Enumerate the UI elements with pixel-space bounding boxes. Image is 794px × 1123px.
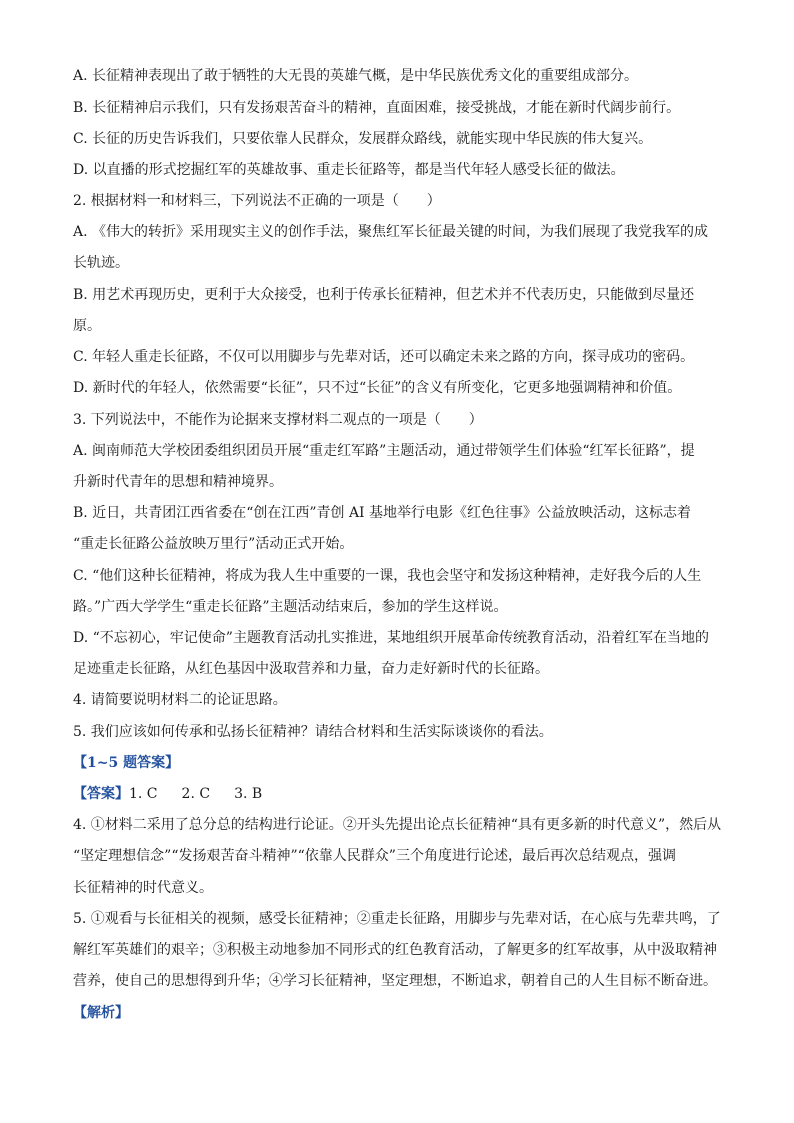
answer-item: 2. C: [181, 786, 211, 802]
q2-option-b-line1: B. 用艺术再现历史，更利于大众接受，也利于传承长征精神，但艺术并不代表历史，只能做到尽量还: [73, 287, 695, 303]
q3-option-a-line2: 升新时代青年的思想和精神境界。: [73, 474, 283, 490]
answer-row: [73, 784, 723, 804]
question-2-stem: 2. 根据材料一和材料三，下列说法不正确的一项是（ ）: [73, 193, 441, 209]
answer-4-line1: 4. ①材料二采用了总分总的结构进行论证。②开头先提出论点长征精神“具有更多新的时代意义”，然后从: [73, 817, 722, 833]
q3-option-c-line1: C. “他们这种长征精神，将成为我人生中重要的一课，我也会坚守和发扬这种精神，走好我今后的人生: [73, 568, 702, 584]
answer-4-line2: “坚定理想信念”“发扬艰苦奋斗精神”“依靠人民群众”三个角度进行论述，最后再次总结观点，强调: [73, 848, 676, 864]
option-b-text: B. 长征精神启示我们，只有发扬艰苦奋斗的精神，直面困难，接受挑战，才能在新时代阔步前行。: [73, 100, 681, 116]
q2-option-a-line1: A. 《伟大的转折》采用现实主义的创作手法，聚焦红军长征最关键的时间，为我们展现了我党我军的成: [73, 224, 709, 240]
q3-option-a-line1: A. 闽南师范大学校团委组织团员开展“重走红军路”主题活动，通过带领学生们体验“红军长征路”，提: [73, 443, 695, 459]
option-a-text: A. 长征精神表现出了敢于牺牲的大无畏的英雄气概，是中华民族优秀文化的重要组成部分。: [73, 68, 639, 84]
question-3-stem: 3. 下列说法中，不能作为论据来支撑材料二观点的一项是（ ）: [73, 412, 483, 428]
q3-option-d-line1: D. “不忘初心，牢记使命”主题教育活动扎实推进，某地组织开展革命传统教育活动，沿着红军在当地的: [73, 630, 709, 646]
answer-5-line2: 解红军英雄们的艰辛；③积极主动地参加不同形式的红色教育活动，了解更多的红军故事，从中汲取精神: [73, 942, 717, 958]
answers-section-header: 【1~5 题答案】: [73, 755, 180, 771]
q2-option-c: C. 年轻人重走长征路，不仅可以用脚步与先辈对话，还可以确定未来之路的方向，探寻成功的密码。: [73, 349, 695, 365]
answer-item: 1. C: [129, 786, 158, 802]
question-4-stem: 4. 请简要说明材料二的论证思路。: [73, 692, 287, 708]
q3-option-b-line2: “重走长征路公益放映万里行”活动正式开始。: [73, 536, 354, 552]
answer-label: 【答案】: [73, 786, 129, 802]
q2-option-a-line2: 长轨迹。: [73, 255, 129, 271]
answer-5-line3: 营养，使自己的思想得到升华；④学习长征精神，坚定理想，不断追求，朝着自己的人生目标不断奋进。: [73, 973, 717, 989]
answer-4-line3: 长征精神的时代意义。: [73, 880, 213, 896]
analysis-label: 【解析】: [73, 1005, 129, 1021]
question-5-stem: 5. 我们应该如何传承和弘扬长征精神？请结合材料和生活实际谈谈你的看法。: [73, 724, 553, 740]
option-c-text: C. 长征的历史告诉我们，只要依靠人民群众，发展群众路线，就能实现中华民族的伟大复兴。: [73, 131, 653, 147]
option-d-text: D. 以直播的形式挖掘红军的英雄故事、重走长征路等，都是当代年轻人感受长征的做法。: [73, 162, 625, 178]
q3-option-b-line1: B. 近日，共青团江西省委在“创在江西”青创 AI 基地举行电影《红色往事》公益放映活动，这标志着: [73, 505, 692, 521]
q3-option-c-line2: 路。”广西大学学生“重走长征路”主题活动结束后，参加的学生这样说。: [73, 599, 508, 615]
q3-option-d-line2: 足迹重走长征路，从红色基因中汲取营养和力量，奋力走好新时代的长征路。: [73, 661, 549, 677]
answer-5-line1: 5. ①观看与长征相关的视频，感受长征精神；②重走长征路，用脚步与先辈对话，在心底与先辈共鸣，了: [73, 911, 721, 927]
answer-item: 3. B: [234, 786, 263, 802]
q2-option-d: D. 新时代的年轻人，依然需要“长征”，只不过“长征”的含义有所变化，它更多地强调精神和价值。: [73, 380, 682, 396]
q2-option-b-line2: 原。: [73, 318, 101, 334]
